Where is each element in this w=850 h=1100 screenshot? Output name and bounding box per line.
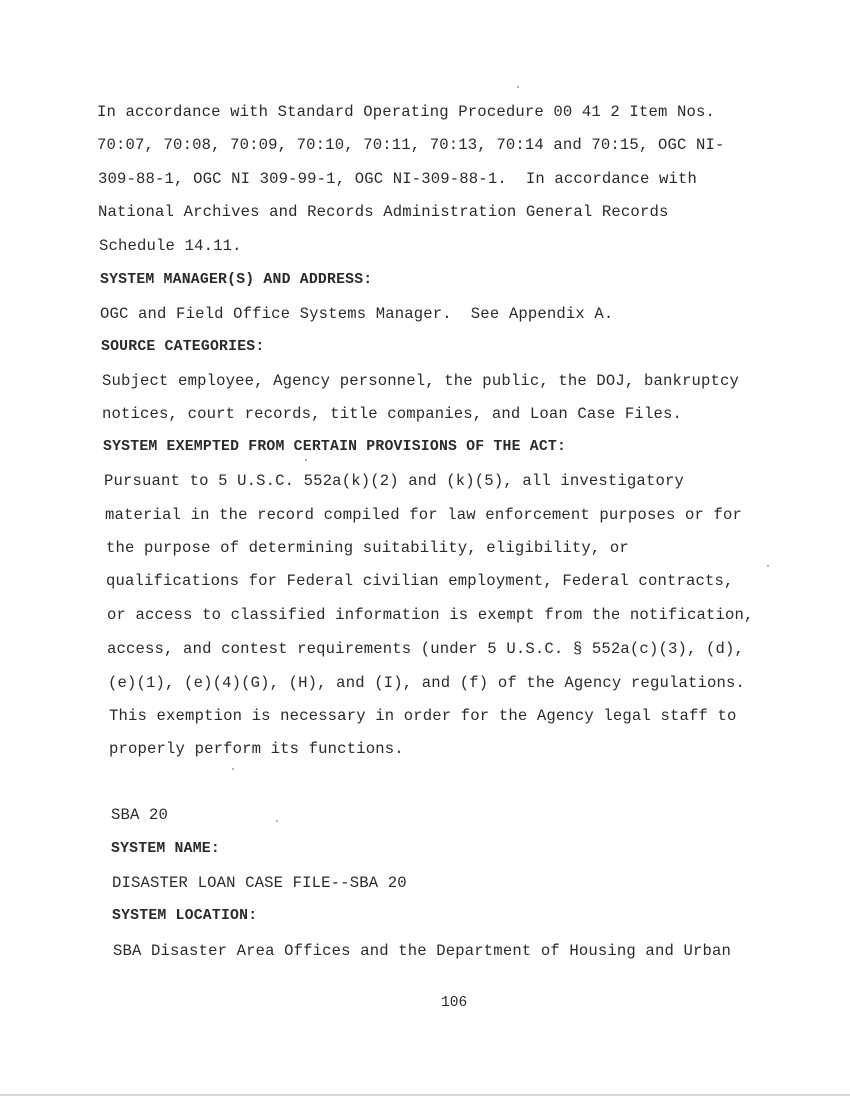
body-text-line: Subject employee, Agency personnel, the public, the DOJ, bankruptcy (102, 372, 740, 390)
body-text-line: National Archives and Records Administration General Records (98, 203, 669, 221)
body-text-line: SBA Disaster Area Offices and the Department of Housing and Urban (113, 942, 732, 960)
body-text-line: 70:07, 70:08, 70:09, 70:10, 70:11, 70:13, 70:14 and 70:15, OGC NI- (97, 136, 725, 154)
scan-edge (0, 1094, 850, 1096)
section-heading-system-exempted: SYSTEM EXEMPTED FROM CERTAIN PROVISIONS OF THE ACT: (103, 439, 567, 455)
body-text-line: In accordance with Standard Operating Procedure 00 41 2 Item Nos. (97, 103, 716, 121)
body-text-line: notices, court records, title companies, and Loan Case Files. (102, 405, 682, 423)
body-text-line: or access to classified information is exempt from the notification, (107, 606, 754, 624)
body-text-line: OGC and Field Office Systems Manager. See Appendix A. (100, 305, 614, 323)
section-heading-source-categories: SOURCE CATEGORIES: (101, 339, 265, 355)
body-text-line: qualifications for Federal civilian employment, Federal contracts, (106, 572, 734, 590)
body-text-line: access, and contest requirements (under 5 U.S.C. § 552a(c)(3), (d), (107, 640, 745, 658)
scan-speck (767, 565, 769, 567)
body-text-line: (e)(1), (e)(4)(G), (H), and (I), and (f) of the Agency regulations. (108, 674, 746, 692)
scan-speck (305, 459, 307, 461)
section-heading-system-manager: SYSTEM MANAGER(S) AND ADDRESS: (100, 272, 373, 288)
section-heading-system-location: SYSTEM LOCATION: (112, 908, 258, 924)
system-id: SBA 20 (111, 806, 169, 824)
body-text-line: the purpose of determining suitability, eligibility, or (106, 539, 629, 557)
body-text-line: properly perform its functions. (109, 740, 404, 758)
body-text-line: Pursuant to 5 U.S.C. 552a(k)(2) and (k)(5), all investigatory (104, 472, 684, 490)
body-text-line: This exemption is necessary in order for the Agency legal staff to (109, 707, 737, 725)
body-text-line: material in the record compiled for law enforcement purposes or for (105, 506, 743, 524)
scan-speck (232, 768, 234, 770)
body-text-line: 309-88-1, OGC NI 309-99-1, OGC NI-309-88-1. In accordance with (98, 170, 697, 188)
system-name-value: DISASTER LOAN CASE FILE--SBA 20 (112, 874, 407, 892)
body-text-line: Schedule 14.11. (99, 237, 242, 255)
section-heading-system-name: SYSTEM NAME: (111, 841, 220, 857)
page-number: 106 (441, 995, 468, 1011)
scan-speck (276, 820, 278, 822)
scan-speck (517, 86, 519, 88)
